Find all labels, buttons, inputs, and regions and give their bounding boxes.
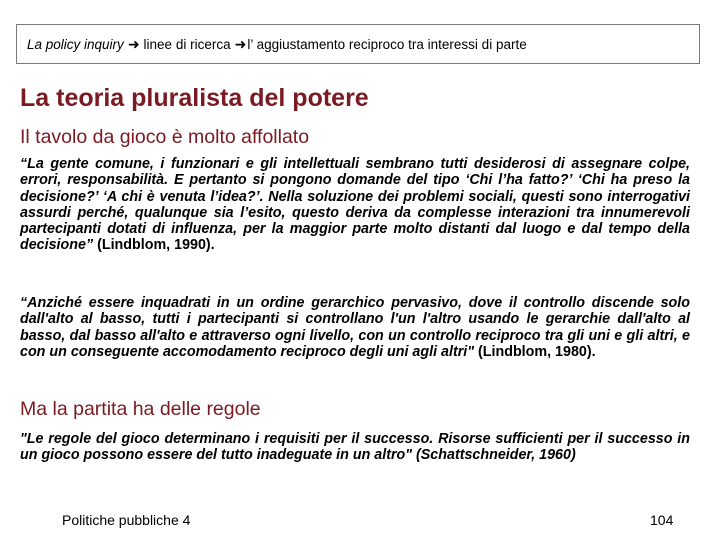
quote-text: “La gente comune, i funzionari e gli intellettuali sembrano tutti desiderosi di assegnare colpe, errori, responsabilità. E pertanto si pongono domande del tipo ‘Chi l’ha fatto?’ ‘Chi ha preso la decisione?’ ‘A chi è venuta l’idea?’. Nella soluzione dei problemi sociali, questi sono interrogativi assurdi perché, qualunque sia l’esito, questo deriva da complesse interazioni tra innumerevoli partecipanti dotati di influenza, per la maggior parte molto distanti dal luogo e dal tempo della decisione” [20, 156, 690, 254]
quote-citation: (Lindblom, 1980). [478, 343, 596, 360]
quote-citation: (Lindblom, 1990). [97, 237, 215, 254]
right-arrow-icon: ➜ [127, 35, 140, 52]
quote-lindblom-1990 [20, 156, 690, 254]
breadcrumb-item-linee-di-ricerca: linee di ricerca [143, 36, 231, 52]
page-number: 104 [650, 512, 674, 528]
quote-text: "Le regole del gioco determinano i requisiti per il successo. Risorse sufficienti per il successo in un gioco possono essere del tutto inadeguate in un altro" (Schattschneider, 1960) [20, 431, 690, 464]
right-arrow-icon: ➜ [234, 35, 247, 52]
slide-title: La teoria pluralista del potere [20, 84, 369, 112]
quote-schattschneider [20, 431, 690, 464]
subheading-regole: Ma la partita ha delle regole [20, 398, 261, 420]
subheading-tavolo: Il tavolo da gioco è molto affollato [20, 126, 310, 148]
footer-label: Politiche pubbliche 4 [62, 512, 191, 528]
breadcrumb-item-policy-inquiry: La policy inquiry [27, 36, 124, 52]
breadcrumb [16, 24, 700, 64]
quote-text: “Anziché essere inquadrati in un ordine gerarchico pervasivo, dove il controllo discende solo dall'alto al basso, tutti i partecipanti si controllano l'un l'altro usando le gerarchie dall'alto al basso, dal basso all'alto e attraverso ogni livello, con un controllo reciproco tra gli uni e gli altri, e con un conseguente accomodamento reciproco degli uni agli altri" [20, 295, 690, 360]
quote-lindblom-1980 [20, 295, 690, 360]
breadcrumb-item-aggiustamento: l’ aggiustamento reciproco tra interessi di parte [247, 36, 527, 52]
